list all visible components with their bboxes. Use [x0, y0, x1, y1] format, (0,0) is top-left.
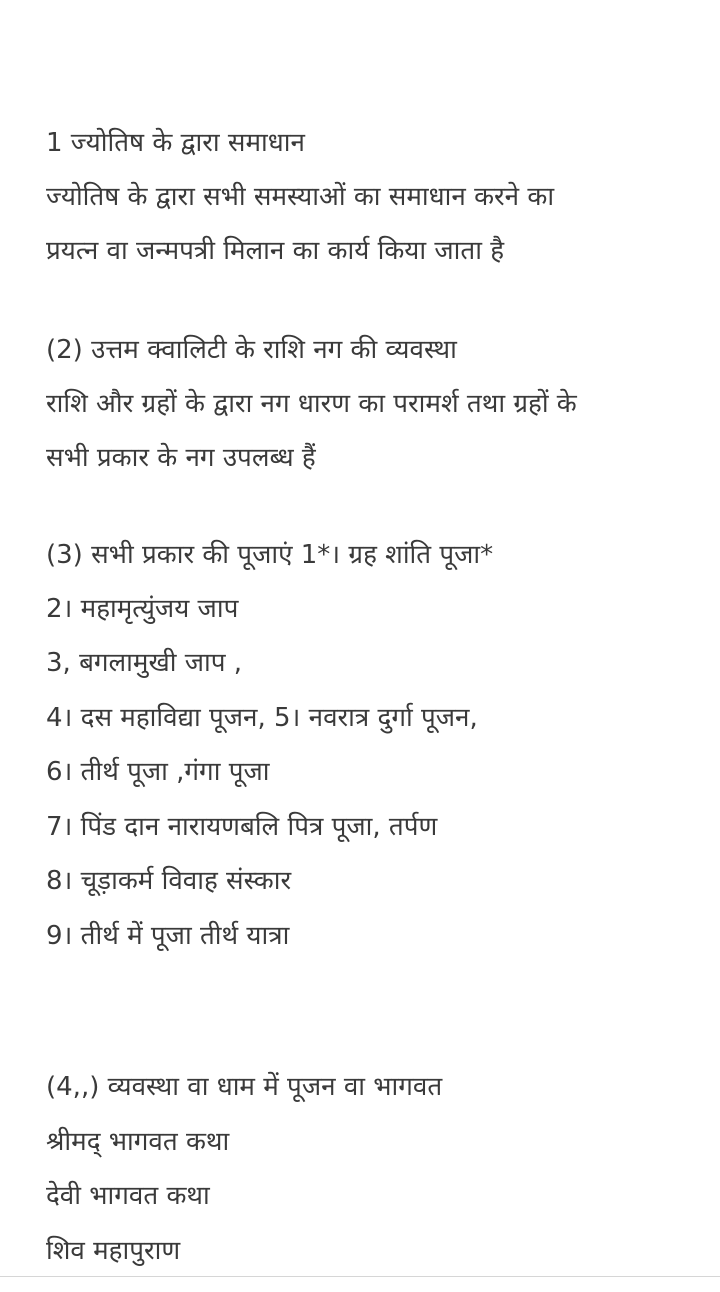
- section-4-line-2: श्रीमद् भागवत कथा: [46, 1127, 230, 1157]
- section-1-heading: 1 ज्योतिष के द्वारा समाधान: [46, 128, 305, 158]
- section-2-line-3: सभी प्रकार के नग उपलब्ध हैं: [46, 443, 316, 473]
- list-item-7: 7। पिंड दान नारायणबलि पित्र पूजा, तर्पण: [46, 812, 438, 842]
- section-1-line-2: ज्योतिष के द्वारा सभी समस्याओं का समाधान करने का: [46, 182, 555, 212]
- section-2-line-2: राशि और ग्रहों के द्वारा नग धारण का परामर्श तथा ग्रहों के: [46, 389, 577, 419]
- section-4-heading: (4,,) व्यवस्था वा धाम में पूजन वा भागवत: [46, 1072, 443, 1102]
- section-2-heading: (2) उत्तम क्वालिटी के राशि नग की व्यवस्था: [46, 335, 457, 365]
- section-3-heading: (3) सभी प्रकार की पूजाएं 1*। ग्रह शांति पूजा*: [46, 540, 494, 570]
- list-item-2: 2। महामृत्युंजय जाप: [46, 594, 239, 624]
- bottom-divider: [0, 1276, 720, 1277]
- list-item-3: 3, बगलामुखी जाप ,: [46, 648, 243, 678]
- list-item-4-5: 4। दस महाविद्या पूजन, 5। नवरात्र दुर्गा पूजन,: [46, 703, 478, 733]
- list-item-6: 6। तीर्थ पूजा ,गंगा पूजा: [46, 757, 270, 787]
- list-item-8: 8। चूड़ाकर्म विवाह संस्कार: [46, 866, 292, 896]
- list-item-9: 9। तीर्थ में पूजा तीर्थ यात्रा: [46, 921, 290, 951]
- section-1-line-3: प्रयत्न वा जन्मपत्री मिलान का कार्य किया जाता है: [46, 236, 505, 266]
- section-4-line-3: देवी भागवत कथा: [46, 1181, 210, 1211]
- section-4-line-4: शिव महापुराण: [46, 1236, 181, 1266]
